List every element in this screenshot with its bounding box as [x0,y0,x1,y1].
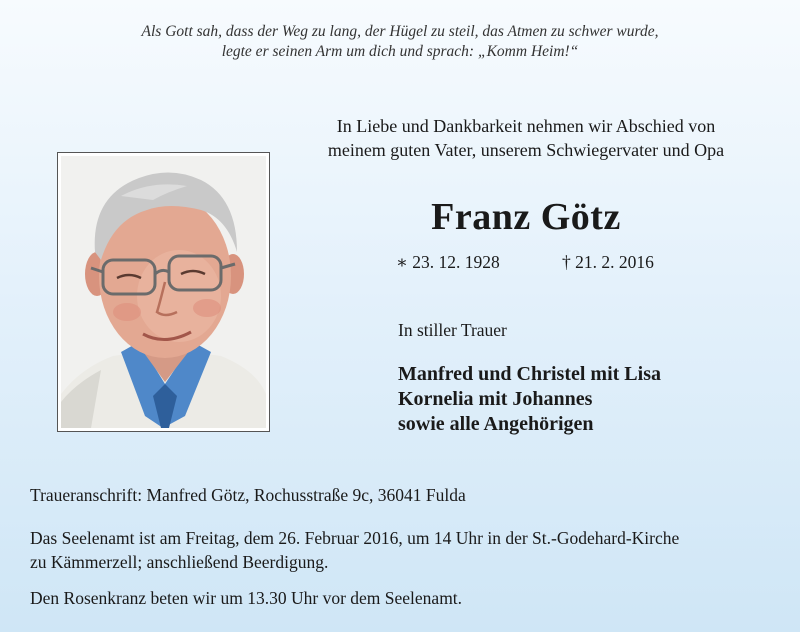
intro-line-1: In Liebe und Dankbarkeit nehmen wir Abschied von [336,116,716,136]
farewell-intro [286,114,766,162]
service-line-1: Das Seelenamt ist am Freitag, dem 26. Februar 2016, um 14 Uhr in der St.-Godehard-Kirche [30,528,680,548]
birth-date: ∗ 23. 12. 1928 [396,252,500,272]
opening-quote [0,22,800,62]
quote-line-2: legte er seinen Arm um dich und sprach: „Komm Heim!“ [221,43,579,60]
mourners-list [398,362,661,437]
portrait-image [61,156,266,428]
mourning-label: In stiller Trauer [398,320,507,340]
mourner-line: Kornelia mit Johannes [398,388,593,410]
mourner-line: Manfred und Christel mit Lisa [398,363,661,385]
service-line-2: zu Kämmerzell; anschließend Beerdigung. [30,552,329,572]
intro-line-2: meinem guten Vater, unserem Schwiegervater und Opa [327,140,725,160]
mourning-address: Traueranschrift: Manfred Götz, Rochusstraße 9c, 36041 Fulda [30,485,466,505]
rosary-info: Den Rosenkranz beten wir um 13.30 Uhr vor dem Seelenamt. [30,588,463,608]
requiem-info [30,526,790,574]
portrait-photo [57,152,270,432]
deceased-name: Franz Götz [431,196,621,238]
mourner-line: sowie alle Angehörigen [398,413,594,435]
quote-line-1: Als Gott sah, dass der Weg zu lang, der Hügel zu steil, das Atmen zu schwer wurde, [141,23,659,40]
death-date: † 21. 2. 2016 [562,252,654,272]
